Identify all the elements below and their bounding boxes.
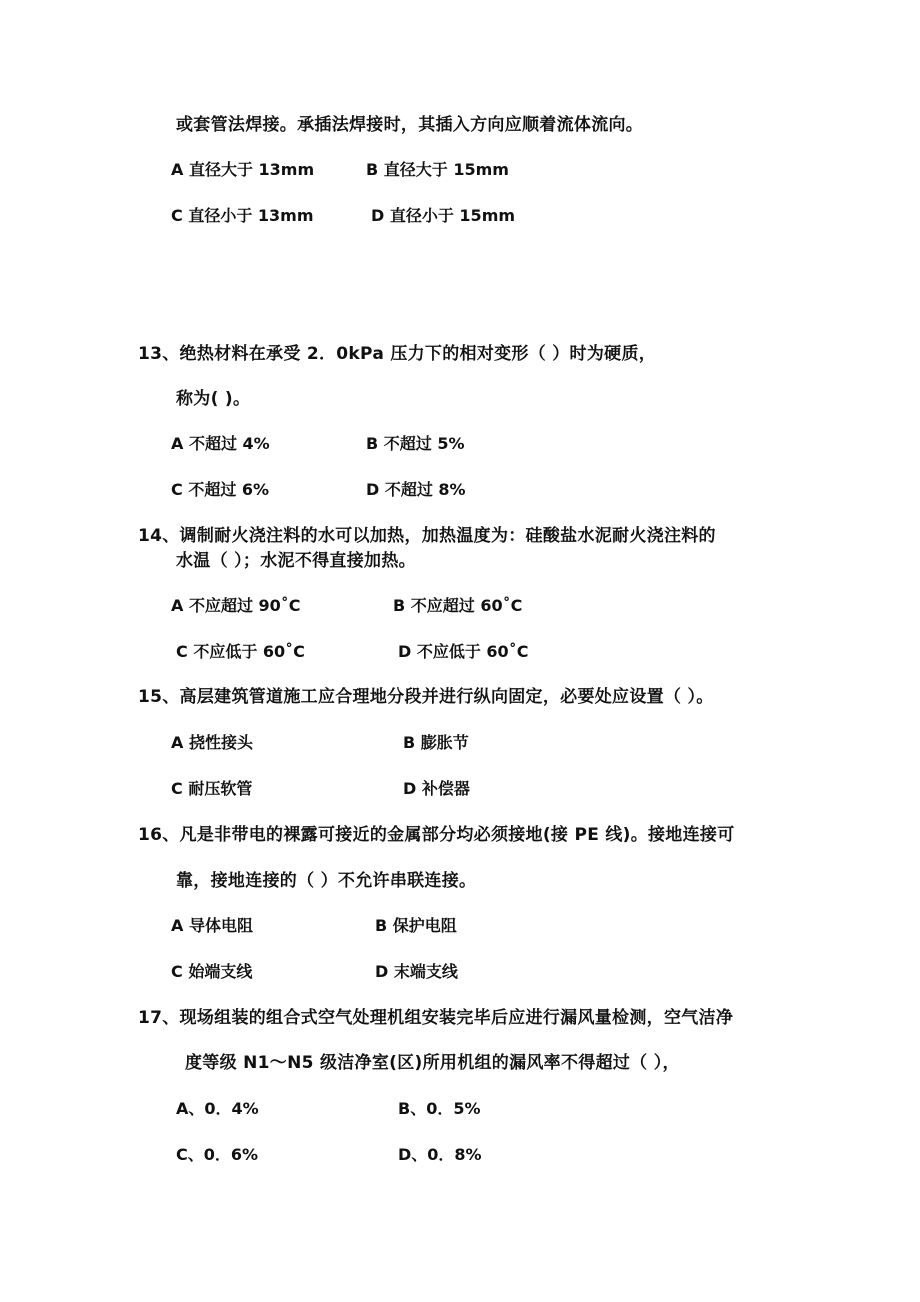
q16-line2: 靠，接地连接的（ ）不允许串联连接。: [176, 871, 477, 891]
q16-option-b: B 保护电阻: [375, 916, 457, 935]
q14-option-b: B 不应超过 60˚C: [393, 596, 523, 615]
q15-option-a: A 挠性接头: [171, 733, 253, 752]
q15-line1: 15、高层建筑管道施工应合理地分段并进行纵向固定，必要处应设置（ ）。: [138, 687, 714, 707]
q13-line1: 13、绝热材料在承受 2．0kPa 压力下的相对变形（ ）时为硬质，: [138, 344, 657, 364]
q14-option-a: A 不应超过 90˚C: [171, 596, 301, 615]
q17-option-d: D、0．8%: [398, 1145, 482, 1164]
q13-line2: 称为( )。: [176, 389, 251, 409]
q12-option-b: B 直径大于 15mm: [366, 160, 509, 179]
q14-line2: 水温（ ）；水泥不得直接加热。: [176, 551, 416, 571]
q13-option-b: B 不超过 5%: [366, 434, 465, 453]
q14-option-d: D 不应低于 60˚C: [398, 642, 529, 661]
q17-line1: 17、现场组装的组合式空气处理机组安装完毕后应进行漏风量检测，空气洁净: [138, 1008, 734, 1028]
q17-option-c: C、0．6%: [176, 1145, 259, 1164]
q13-option-d: D 不超过 8%: [366, 480, 466, 499]
q16-option-d: D 末端支线: [375, 962, 458, 981]
q15-option-b: B 膨胀节: [403, 733, 469, 752]
q12-option-d: D 直径小于 15mm: [371, 206, 516, 225]
q16-option-c: C 始端支线: [171, 962, 253, 981]
q13-option-a: A 不超过 4%: [171, 434, 270, 453]
q15-option-c: C 耐压软管: [171, 779, 253, 798]
q17-line2: 度等级 N1～N5 级洁净室(区)所用机组的漏风率不得超过（ ），: [185, 1053, 680, 1073]
q12-continuation: 或套管法焊接。承插法焊接时，其插入方向应顺着流体流向。: [176, 115, 644, 135]
q16-line1: 16、凡是非带电的裸露可接近的金属部分均必须接地(接 PE 线)。接地连接可: [138, 825, 735, 845]
q15-option-d: D 补偿器: [403, 779, 470, 798]
q14-option-c: C 不应低于 60˚C: [176, 642, 305, 661]
q17-option-a: A、0．4%: [176, 1099, 259, 1118]
q16-option-a: A 导体电阻: [171, 916, 253, 935]
q12-option-a: A 直径大于 13mm: [171, 160, 315, 179]
q14-line1: 14、调制耐火浇注料的水可以加热，加热温度为：硅酸盐水泥耐火浇注料的: [138, 526, 716, 546]
q12-option-c: C 直径小于 13mm: [171, 206, 314, 225]
q17-option-b: B、0．5%: [398, 1099, 481, 1118]
q13-option-c: C 不超过 6%: [171, 480, 270, 499]
